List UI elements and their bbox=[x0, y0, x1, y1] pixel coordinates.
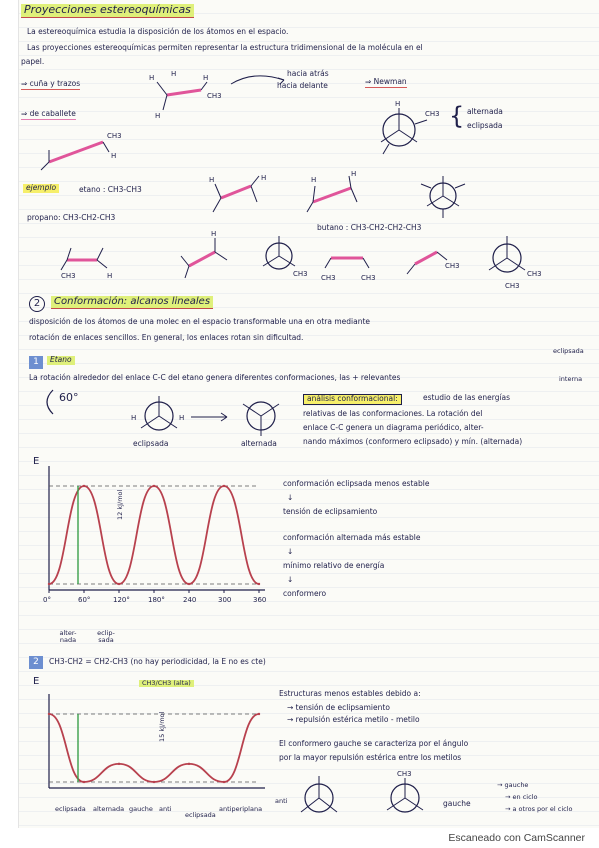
ethane-eclipsada-top: eclipsada bbox=[553, 347, 584, 355]
chart1-sub-0: alter-nada bbox=[59, 629, 77, 645]
chart2-point bbox=[153, 781, 155, 783]
butane-wedge bbox=[403, 234, 463, 280]
chart1-tick-label: 360 bbox=[253, 596, 267, 604]
section-2-text-1: disposición de los átomos de una molec en el espacio transformable una en otra mediante bbox=[29, 317, 371, 326]
anti-label: anti bbox=[275, 797, 288, 805]
scanner-footer: Escaneado con CamScanner bbox=[448, 832, 585, 844]
chart1-tick-label: 120° bbox=[113, 596, 130, 604]
right-note-1: → en ciclo bbox=[505, 793, 538, 801]
ethane-caballete bbox=[301, 172, 371, 220]
chart2-point bbox=[258, 713, 260, 715]
svg-text:H: H bbox=[261, 174, 267, 182]
propane-energy-chart bbox=[39, 690, 269, 810]
propane-newman bbox=[253, 232, 313, 282]
chart2-xlabel-2: gauche bbox=[129, 805, 153, 813]
svg-text:H: H bbox=[351, 170, 357, 178]
propane-newman-gauche bbox=[375, 770, 435, 824]
propane-number: 2 bbox=[29, 656, 43, 669]
chart1-tick-label: 240 bbox=[183, 596, 197, 604]
cuna-text: cuña y trazos bbox=[29, 79, 81, 88]
chart2-xlabel-5: antiperiplana bbox=[219, 805, 263, 813]
chart-note-2: conformación alternada más estable bbox=[283, 533, 421, 542]
eclipsada-label: eclipsada bbox=[467, 121, 503, 130]
eclipsada-caption: eclipsada bbox=[133, 439, 169, 448]
propane-formula: CH3-CH2 = CH2-CH3 (no hay periodicidad, la E no es cte) bbox=[49, 657, 266, 666]
ethane-label: Etano bbox=[47, 356, 75, 365]
chart1-point bbox=[118, 583, 120, 585]
chart2-point bbox=[118, 763, 120, 765]
chart2-point bbox=[188, 763, 190, 765]
svg-text:H: H bbox=[179, 414, 185, 422]
gauche-label: gauche bbox=[443, 799, 471, 808]
propane-note-1: → tensión de eclipsamiento bbox=[287, 703, 390, 712]
wedge-structure bbox=[149, 70, 229, 120]
chart-note-3: mínimo relativo de energía bbox=[283, 561, 385, 570]
chart2-xlabel-1: alternada bbox=[93, 805, 125, 813]
chart2-xlabel-3: anti bbox=[159, 805, 172, 813]
arrow-right bbox=[191, 412, 231, 422]
newman-label: ⇒ Newman bbox=[365, 77, 407, 86]
chart1-tick-label: 300 bbox=[218, 596, 232, 604]
propane-note-3: El conformero gauche se caracteriza por el ángulo bbox=[279, 739, 469, 748]
svg-text:H: H bbox=[149, 74, 155, 82]
alternada-caption: alternada bbox=[241, 439, 277, 448]
cuna-label: ⇒ cuña y trazos bbox=[21, 79, 81, 88]
ethane-interna: interna bbox=[559, 375, 583, 383]
svg-text:CH3: CH3 bbox=[61, 272, 76, 280]
svg-text:CH3: CH3 bbox=[361, 274, 376, 282]
svg-text:H: H bbox=[155, 112, 161, 120]
analisis-text-1: relativas de las conformaciones. La rotación del bbox=[303, 409, 483, 418]
svg-text:CH3: CH3 bbox=[425, 110, 440, 118]
svg-text:CH3: CH3 bbox=[445, 262, 460, 270]
towards-label-2: hacia delante bbox=[277, 81, 328, 90]
svg-text:H: H bbox=[107, 272, 113, 280]
chart1-point bbox=[48, 583, 50, 585]
analisis-text-3: nando máximos (conformero eclipsado) y mín. (alternada) bbox=[303, 437, 523, 446]
chart1-point bbox=[188, 583, 190, 585]
intro-line-3: papel. bbox=[21, 57, 45, 66]
ethane-energy-chart bbox=[39, 462, 269, 612]
chart-note-arrow-1: ↓ bbox=[287, 547, 294, 556]
svg-text:CH3: CH3 bbox=[207, 92, 222, 100]
svg-text:H: H bbox=[211, 230, 217, 238]
svg-text:H: H bbox=[111, 152, 117, 160]
propane-wedge bbox=[175, 232, 235, 282]
towards-label: hacia atrás bbox=[287, 69, 329, 78]
chart1-point bbox=[258, 583, 260, 585]
propane-caballete bbox=[57, 234, 127, 280]
propane-newman-anti bbox=[289, 772, 349, 824]
chart1-energy-label: 12 kJ/mol bbox=[116, 489, 124, 520]
svg-text:CH3: CH3 bbox=[527, 270, 542, 278]
caballete-structure bbox=[37, 128, 127, 173]
chart1-point bbox=[223, 485, 225, 487]
ethane-text: La rotación alrededor del enlace C-C del etano genera diferentes conformaciones, las + relevantes bbox=[29, 373, 401, 382]
chart2-xlabel-4: eclipsada bbox=[185, 811, 216, 819]
chart2-xlabel-0: eclipsada bbox=[55, 805, 86, 813]
chart2-energy-label: 15 kJ/mol bbox=[158, 711, 166, 742]
chart2-ylabel: E bbox=[33, 676, 40, 687]
svg-text:CH3: CH3 bbox=[321, 274, 336, 282]
ethane-wedge bbox=[207, 172, 277, 220]
analisis-label: análisis conformacional: bbox=[303, 394, 402, 405]
analisis-text-0: estudio de las energías bbox=[423, 393, 511, 402]
rotation-arrow-icon bbox=[39, 388, 63, 418]
page-title: Proyecciones estereoquímicas bbox=[21, 4, 194, 18]
right-note-2: → a otros por el ciclo bbox=[505, 805, 573, 813]
chart1-tick-label: 180° bbox=[148, 596, 165, 604]
svg-text:CH3: CH3 bbox=[505, 282, 520, 290]
svg-text:H: H bbox=[311, 176, 317, 184]
chart1-energy-curve bbox=[49, 486, 259, 584]
chart-note-arrow-2: ↓ bbox=[287, 575, 294, 584]
brace-icon: { bbox=[449, 102, 465, 130]
ethane-newman-eclipsed bbox=[129, 392, 189, 442]
right-note-0: → gauche bbox=[497, 781, 529, 789]
svg-text:H: H bbox=[203, 74, 209, 82]
chart-note-1: tensión de eclipsamiento bbox=[283, 507, 378, 516]
ethane-newman bbox=[415, 172, 475, 220]
section-2-title: Conformación: alcanos lineales bbox=[51, 296, 213, 309]
etano-label: etano : CH3-CH3 bbox=[79, 185, 142, 194]
section-2-text-2: rotación de enlaces sencillos. En general, los enlaces rotan sin dificultad. bbox=[29, 333, 304, 342]
svg-text:H: H bbox=[171, 70, 177, 78]
caballete-label: ⇒ de caballete bbox=[21, 109, 76, 118]
chart1-ylabel: E bbox=[33, 456, 40, 467]
ejemplo-label: ejemplo bbox=[23, 184, 59, 193]
chart1-tick-label: 0° bbox=[43, 596, 51, 604]
chart-note-4: conformero bbox=[283, 589, 327, 598]
intro-line-2: Las proyecciones estereoquímicas permiten representar la estructura tridimensional de la molécula en el bbox=[27, 43, 423, 52]
chart2-energy-curve bbox=[49, 711, 259, 782]
svg-text:CH3: CH3 bbox=[293, 270, 308, 278]
propano-label: propano: CH3-CH2-CH3 bbox=[27, 213, 116, 222]
svg-text:CH3: CH3 bbox=[397, 770, 412, 778]
chart1-sub-1: eclip-sada bbox=[97, 629, 115, 645]
propane-note-0: Estructuras menos estables debido a: bbox=[279, 689, 421, 698]
propane-note-4: por la mayor repulsión estérica entre los metilos bbox=[279, 753, 462, 762]
chart2-point bbox=[48, 713, 50, 715]
butane-newman bbox=[477, 232, 557, 292]
analisis-text-2: enlace C-C genera un diagrama periódico, alter- bbox=[303, 423, 484, 432]
section-2-number: 2 bbox=[29, 296, 45, 312]
svg-text:H: H bbox=[209, 176, 215, 184]
svg-text:H: H bbox=[395, 100, 401, 108]
newman-text: Newman bbox=[373, 77, 407, 86]
chart-note-arrow-0: ↓ bbox=[287, 493, 294, 502]
ethane-newman-staggered bbox=[231, 392, 291, 442]
notebook-page bbox=[18, 0, 599, 828]
caballete-text: de caballete bbox=[29, 109, 76, 118]
chart1-point bbox=[153, 485, 155, 487]
chart1-point bbox=[83, 485, 85, 487]
chart2-point bbox=[83, 781, 85, 783]
chart1-tick-label: 60° bbox=[78, 596, 91, 604]
svg-text:CH3: CH3 bbox=[107, 132, 122, 140]
newman-projection bbox=[369, 100, 439, 160]
butano-label: butano : CH3-CH2-CH2-CH3 bbox=[317, 223, 422, 232]
alternada-label: alternada bbox=[467, 107, 503, 116]
propane-note-2: → repulsión estérica metilo - metilo bbox=[287, 715, 420, 724]
svg-text:H: H bbox=[131, 414, 137, 422]
chart-note-0: conformación eclipsada menos estable bbox=[283, 479, 430, 488]
ethane-number: 1 bbox=[29, 356, 43, 369]
rotation-angle: 60° bbox=[59, 391, 79, 404]
chart2-point bbox=[223, 781, 225, 783]
intro-line-1: La estereoquímica estudia la disposición de los átomos en el espacio. bbox=[27, 27, 289, 36]
chart2-title: CH3/CH3 (alta) bbox=[139, 680, 194, 687]
butane-caballete bbox=[319, 236, 389, 282]
